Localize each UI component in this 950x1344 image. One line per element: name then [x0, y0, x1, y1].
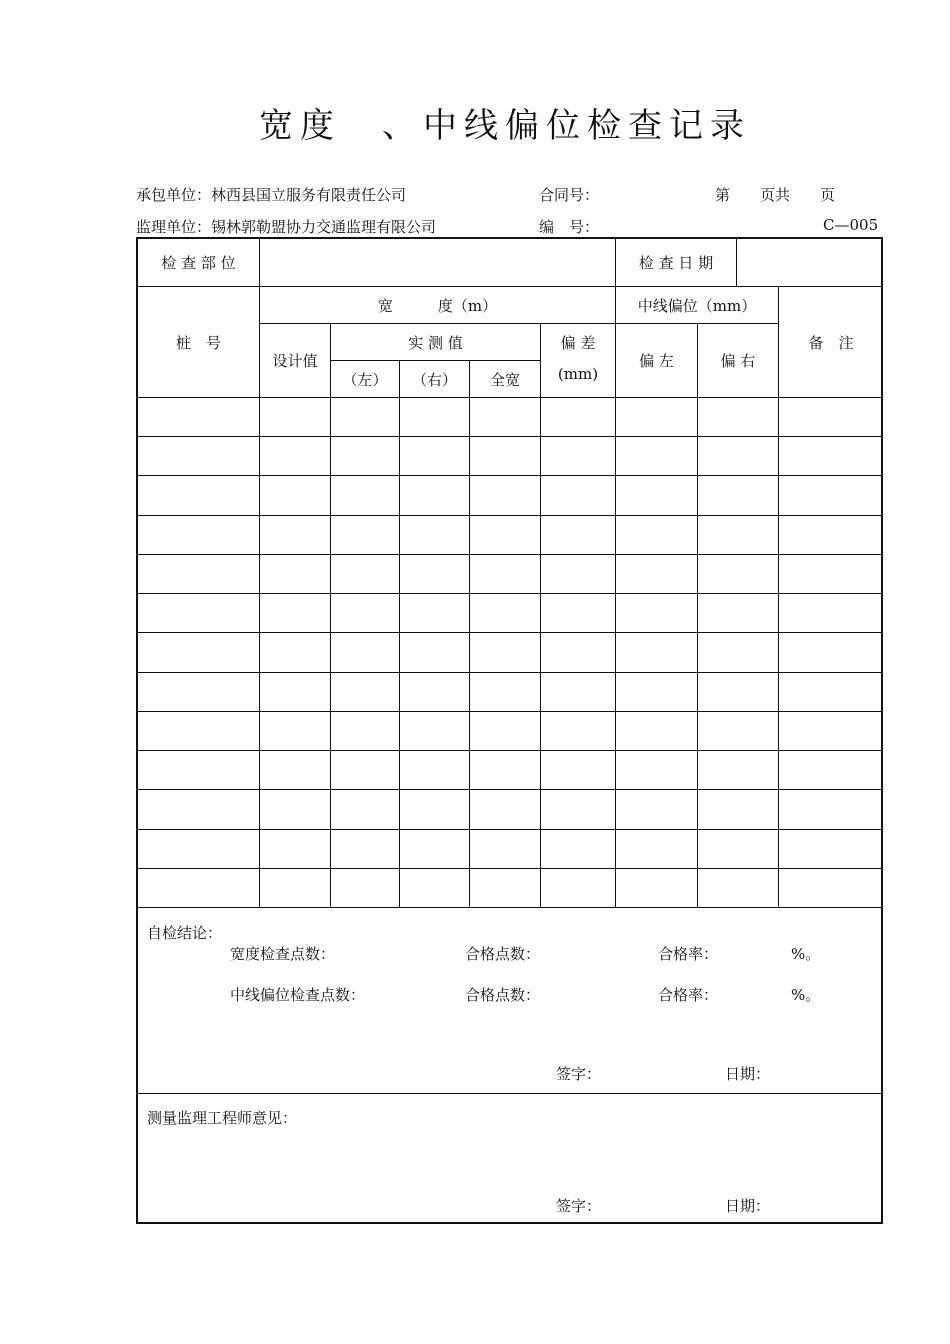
- table-row-divider: [138, 829, 881, 830]
- self-check-date: 日期：: [725, 1065, 771, 1083]
- width-pass-points-label: 合格点数：: [465, 945, 541, 963]
- page-label: 第 页共 页: [715, 186, 836, 204]
- centerline-group-header: 中线偏位（mm）: [637, 296, 757, 315]
- form-title: 宽度 、中线偏位检查记录: [259, 106, 751, 146]
- width-points-label: 宽度检查点数：: [230, 945, 336, 963]
- deviation-unit: (mm): [557, 365, 599, 383]
- self-check-signature: 签字：: [556, 1065, 602, 1083]
- table-row-divider: [138, 711, 881, 712]
- table-row-divider: [138, 750, 881, 751]
- center-percent: %。: [791, 986, 821, 1004]
- table-row-divider: [138, 632, 881, 633]
- left-header: （左）: [342, 370, 388, 389]
- engineer-date: 日期：: [725, 1197, 771, 1215]
- offset-right-header: 偏 右: [720, 352, 756, 370]
- supervisor-line: 监理单位：锡林郭勒盟协力交通监理有限公司: [136, 218, 437, 236]
- center-points-label: 中线偏位检查点数：: [230, 986, 366, 1004]
- design-value-header: 设计值: [272, 352, 318, 370]
- contract-no-label: 合同号：: [539, 186, 600, 204]
- self-check-label: 自检结论：: [147, 924, 223, 942]
- width-group-header: 宽 度（m）: [377, 296, 498, 315]
- inspection-date-value[interactable]: [737, 239, 883, 286]
- full-width-header: 全宽: [489, 370, 520, 389]
- inspection-date-label: 检 查 日 期: [638, 254, 714, 272]
- serial-label: 编 号：: [539, 218, 600, 236]
- inspection-table: [136, 237, 883, 1224]
- table-row-divider: [138, 593, 881, 594]
- engineer-signature: 签字：: [556, 1197, 602, 1215]
- deviation-header: 偏 差: [560, 333, 596, 352]
- width-pass-rate-label: 合格率：: [658, 945, 719, 963]
- contractor-line: 承包单位：林西县国立服务有限责任公司: [136, 186, 407, 204]
- measured-header: 实 测 值: [408, 333, 463, 352]
- center-pass-points-label: 合格点数：: [465, 986, 541, 1004]
- table-row-divider: [138, 672, 881, 673]
- table-row-divider: [138, 554, 881, 555]
- form-code: C—005: [823, 216, 879, 234]
- inspection-part-value[interactable]: [260, 239, 615, 286]
- table-row-divider: [138, 436, 881, 437]
- remarks-header: 备 注: [808, 334, 854, 352]
- stake-no-header: 桩 号: [175, 334, 221, 352]
- table-row-divider: [138, 475, 881, 476]
- table-row-divider: [138, 515, 881, 516]
- table-row-divider: [138, 868, 881, 869]
- width-percent: %。: [791, 945, 821, 963]
- inspection-part-label: 检 查 部 位: [161, 254, 236, 272]
- table-row-divider: [138, 789, 881, 790]
- offset-left-header: 偏 左: [639, 352, 674, 370]
- center-pass-rate-label: 合格率：: [658, 986, 719, 1004]
- engineer-opinion-label: 测量监理工程师意见：: [147, 1109, 298, 1127]
- right-header: （右）: [411, 370, 457, 389]
